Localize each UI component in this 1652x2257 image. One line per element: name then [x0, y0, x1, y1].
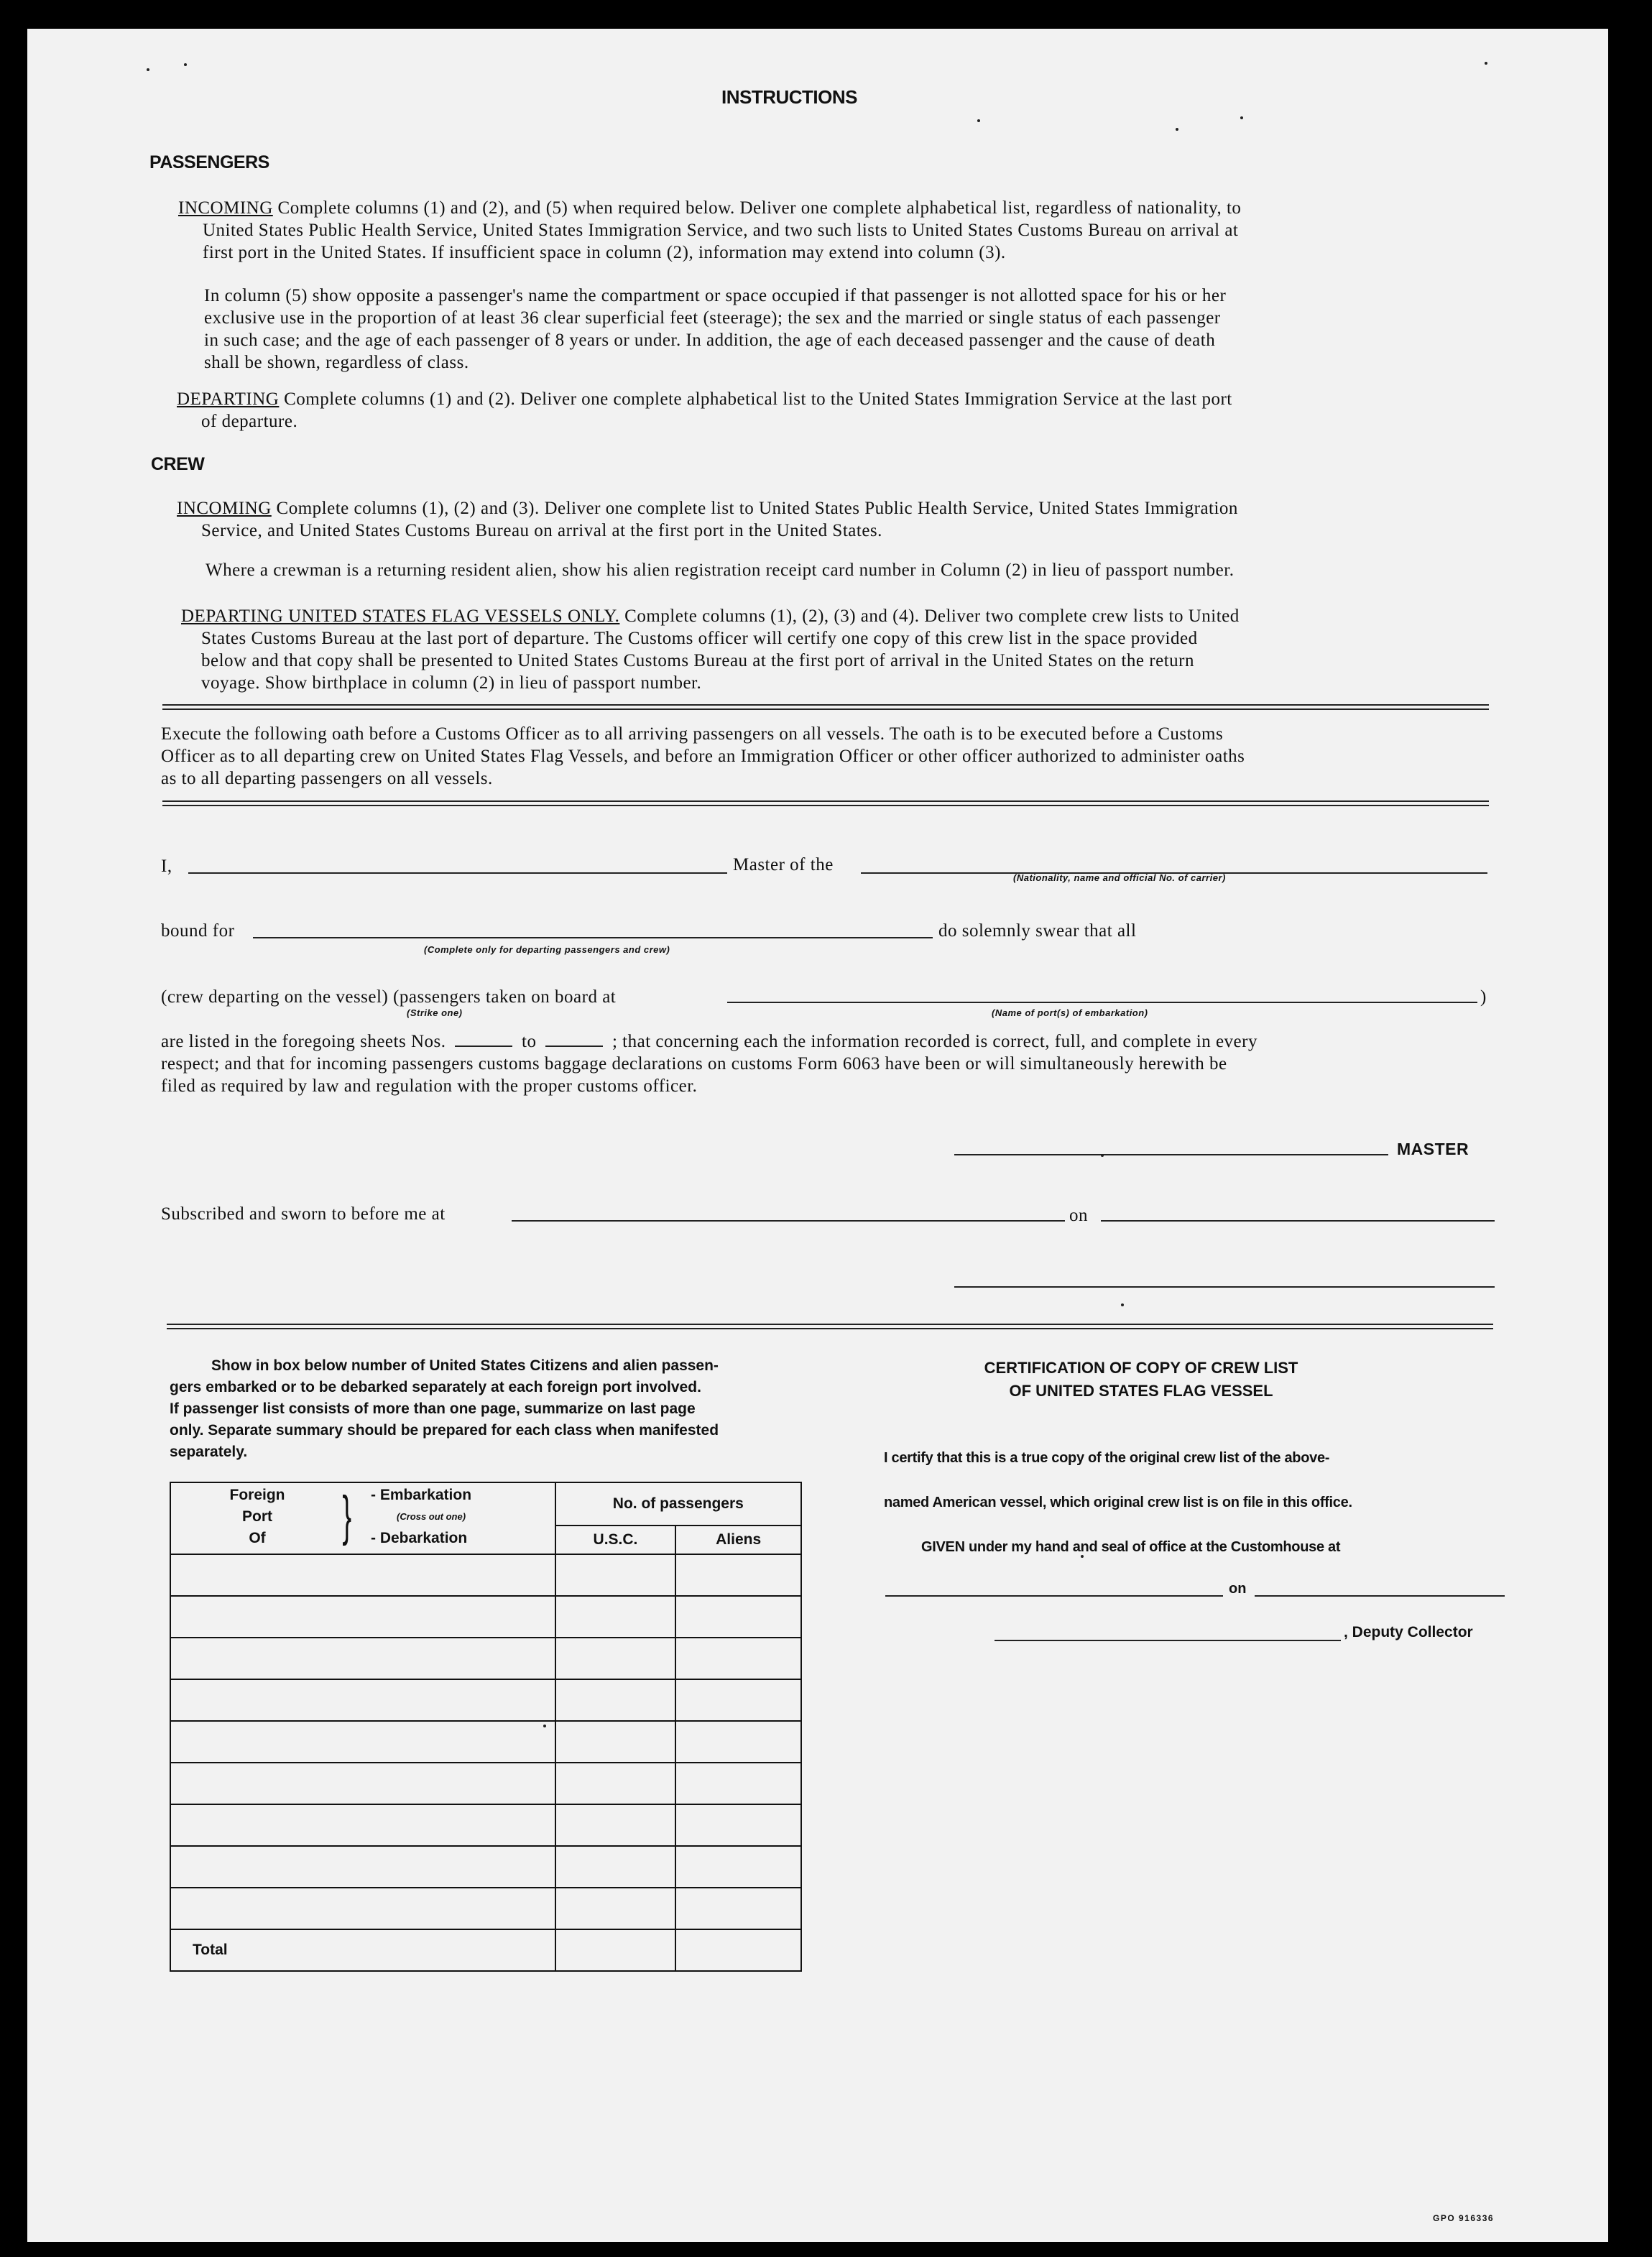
aliens-cell[interactable]	[675, 1763, 801, 1804]
table-row	[170, 1804, 801, 1846]
sheets-label: are listed in the foregoing sheets Nos.	[161, 1032, 446, 1051]
usc-cell[interactable]	[555, 1763, 676, 1804]
carrier-caption: (Nationality, name and official No. of carrier)	[1013, 872, 1226, 883]
usc-cell[interactable]	[555, 1846, 676, 1888]
text-line: In column (5) show opposite a passenger's name the compartment or space occupied if that passenger is not allotted space for his or her	[204, 286, 1227, 305]
text-line: separately.	[170, 1444, 248, 1460]
scan-speck	[977, 119, 980, 122]
passengers-heading: PASSENGERS	[149, 152, 269, 172]
oath-i-label: I,	[161, 857, 172, 876]
passengers-departing-paragraph	[177, 388, 1232, 433]
section-divider	[167, 1324, 1493, 1329]
text-line: gers embarked or to be debarked separately at each foreign port involved.	[170, 1379, 701, 1395]
aliens-cell[interactable]	[675, 1721, 801, 1763]
subscribed-label: Subscribed and sworn to before me at	[161, 1204, 446, 1224]
aliens-header: Aliens	[675, 1526, 801, 1554]
port-cell[interactable]	[170, 1846, 555, 1888]
usc-cell[interactable]	[555, 1679, 676, 1721]
crew-heading: CREW	[151, 454, 205, 474]
do-solemnly-label: do solemnly swear that all	[938, 921, 1137, 941]
passenger-summary-table	[170, 1482, 802, 1972]
text-line: Show in box below number of United States Citizens and alien passen-	[211, 1357, 719, 1374]
text-line: as to all departing passengers on all vessels.	[161, 769, 493, 788]
sworn-place-field[interactable]	[512, 1220, 1065, 1222]
usc-cell[interactable]	[555, 1804, 676, 1846]
text-line: If passenger list consists of more than one page, summarize on last page	[170, 1400, 696, 1417]
certification-line-2: named American vessel, which original crew list is on file in this office.	[884, 1495, 1352, 1510]
port-label: Port	[242, 1508, 272, 1525]
text-line: Execute the following oath before a Customs Officer as to all arriving passengers on all vessels. The oath is to be executed before a Customs	[161, 724, 1224, 744]
text-line: Complete columns (1) and (2), and (5) when required below. Deliver one complete alphabetical list, regardless of nationality, to	[277, 198, 1242, 218]
section-divider	[162, 800, 1489, 806]
scan-speck	[1176, 128, 1178, 131]
aliens-total-cell[interactable]	[675, 1929, 801, 1971]
embarkation-label: - Embarkation	[371, 1487, 472, 1503]
aliens-cell[interactable]	[675, 1554, 801, 1596]
crew-departing-paragraph	[181, 605, 1240, 694]
passengers-departing-label: DEPARTING	[177, 389, 280, 409]
foreign-port-header	[170, 1482, 555, 1554]
usc-cell[interactable]	[555, 1721, 676, 1763]
text-line: Complete columns (1), (2), (3) and (4). Deliver two complete crew lists to United	[624, 606, 1240, 626]
customhouse-field[interactable]	[885, 1595, 1223, 1597]
crew-departing-label: DEPARTING UNITED STATES FLAG VESSELS ONLY.	[181, 606, 620, 626]
usc-cell[interactable]	[555, 1596, 676, 1638]
crew-incoming-paragraph	[177, 497, 1238, 542]
table-row	[170, 1679, 801, 1721]
strike-one-caption: (Strike one)	[407, 1007, 463, 1018]
table-row	[170, 1554, 801, 1596]
scan-speck	[1101, 1154, 1104, 1157]
section-divider	[162, 704, 1489, 710]
sworn-on-label: on	[1069, 1206, 1088, 1225]
text-line: Complete columns (1) and (2). Deliver one complete alphabetical list to the United States Immigration Service at the last port	[284, 389, 1232, 409]
text-line: United States Public Health Service, United States Immigration Service, and two such lists to United States Customs Bureau on arrival at	[203, 221, 1239, 240]
page-title: INSTRUCTIONS	[721, 86, 857, 108]
sworn-date-field[interactable]	[1101, 1220, 1495, 1222]
passengers-incoming-paragraph	[178, 197, 1241, 264]
text-line: shall be shown, regardless of class.	[204, 353, 469, 372]
aliens-cell[interactable]	[675, 1679, 801, 1721]
scan-speck	[543, 1725, 546, 1727]
crew-resident-note: Where a crewman is a returning resident alien, show his alien registration receipt card number in Column (2) in lieu of passport number.	[206, 560, 1235, 580]
gpo-code: GPO 916336	[1433, 2213, 1495, 2223]
certification-line-3: GIVEN under my hand and seal of office at the Customhouse at	[921, 1539, 1341, 1555]
sheets-to-label: to	[522, 1032, 537, 1051]
text-line: voyage. Show birthplace in column (2) in lieu of passport number.	[201, 673, 702, 693]
of-label: Of	[249, 1530, 266, 1546]
no-passengers-header: No. of passengers	[555, 1482, 801, 1526]
officer-signature-field[interactable]	[954, 1286, 1495, 1288]
bound-for-label: bound for	[161, 921, 235, 941]
scan-speck	[1121, 1303, 1124, 1306]
brace-icon: }	[342, 1485, 352, 1546]
text-line: respect; and that for incoming passengers customs baggage declarations on customs Form 6063 have been or will simultaneously herewith be	[161, 1054, 1227, 1074]
oath-body	[161, 1053, 1227, 1097]
port-cell[interactable]	[170, 1804, 555, 1846]
table-row	[170, 1596, 801, 1638]
usc-cell[interactable]	[555, 1888, 676, 1929]
master-label: MASTER	[1397, 1140, 1469, 1158]
master-signature-field[interactable]	[954, 1154, 1388, 1155]
text-line: in such case; and the age of each passenger of 8 years or under. In addition, the age of each deceased passenger and the cause of death	[204, 331, 1216, 350]
port-caption: (Name of port(s) of embarkation)	[992, 1007, 1148, 1018]
text-line: first port in the United States. If insufficient space in column (2), information may extend into column (3).	[203, 243, 1006, 262]
text-line: Service, and United States Customs Bureau on arrival at the first port in the United States.	[201, 521, 882, 540]
scan-speck	[184, 63, 187, 66]
sheet-to-field[interactable]	[545, 1046, 603, 1047]
text-line: Officer as to all departing crew on United States Flag Vessels, and before an Immigration Officer or other officer authorized to administer oaths	[161, 747, 1245, 766]
aliens-cell[interactable]	[675, 1638, 801, 1679]
port-cell[interactable]	[170, 1638, 555, 1679]
foreign-label: Foreign	[229, 1487, 285, 1503]
aliens-cell[interactable]	[675, 1804, 801, 1846]
total-label: Total	[170, 1929, 555, 1971]
certification-line-1: I certify that this is a true copy of the original crew list of the above-	[884, 1450, 1330, 1466]
scan-speck	[1240, 116, 1243, 119]
oath-instructions	[161, 723, 1245, 790]
crew-incoming-label: INCOMING	[177, 499, 272, 518]
close-paren: )	[1480, 987, 1487, 1007]
text-line: States Customs Bureau at the last port of departure. The Customs officer will certify one copy of this crew list in the space provided	[201, 629, 1198, 648]
passengers-column5-paragraph	[204, 285, 1226, 374]
text-line: of departure.	[201, 412, 298, 431]
text-line: CERTIFICATION OF COPY OF CREW LIST	[984, 1359, 1298, 1377]
sheets-line	[161, 1030, 1258, 1053]
scan-speck	[1081, 1555, 1084, 1558]
port-cell[interactable]	[170, 1721, 555, 1763]
text-line: OF UNITED STATES FLAG VESSEL	[1009, 1382, 1273, 1400]
summary-instructions	[170, 1355, 719, 1463]
aliens-cell[interactable]	[675, 1888, 801, 1929]
text-line: Complete columns (1), (2) and (3). Deliver one complete list to United States Public Health Service, United States Immigration	[276, 499, 1238, 518]
port-cell[interactable]	[170, 1763, 555, 1804]
port-cell[interactable]	[170, 1679, 555, 1721]
scan-speck	[147, 68, 149, 71]
usc-cell[interactable]	[555, 1638, 676, 1679]
text-line: exclusive use in the proportion of at least 36 clear superficial feet (steerage); the sex and the married or single status of each passenger	[204, 308, 1221, 328]
crew-departing-label: (crew departing on the vessel) (passengers taken on board at	[161, 987, 617, 1007]
deputy-collector-label: , Deputy Collector	[1344, 1624, 1473, 1640]
table-row	[170, 1846, 801, 1888]
scan-speck	[1485, 62, 1487, 65]
usc-cell[interactable]	[555, 1554, 676, 1596]
deputy-signature-field[interactable]	[995, 1640, 1341, 1641]
text-line: ; that concerning each the information recorded is correct, full, and complete in every	[612, 1032, 1258, 1051]
port-cell[interactable]	[170, 1554, 555, 1596]
table-row	[170, 1721, 801, 1763]
passengers-incoming-label: INCOMING	[178, 198, 273, 218]
usc-total-cell[interactable]	[555, 1929, 676, 1971]
cross-out-label: (Cross out one)	[397, 1511, 466, 1522]
port-cell[interactable]	[170, 1596, 555, 1638]
text-line: only. Separate summary should be prepared for each class when manifested	[170, 1422, 719, 1439]
aliens-cell[interactable]	[675, 1596, 801, 1638]
text-line: below and that copy shall be presented to United States Customs Bureau at the first port of arrival in the United States on the return	[201, 651, 1194, 670]
bound-for-caption: (Complete only for departing passengers and crew)	[424, 944, 670, 955]
master-of-the-label: Master of the	[733, 855, 834, 874]
port-cell[interactable]	[170, 1888, 555, 1929]
master-name-field[interactable]	[188, 872, 727, 874]
certification-title	[854, 1357, 1429, 1403]
sheet-from-field[interactable]	[455, 1046, 512, 1047]
aliens-cell[interactable]	[675, 1846, 801, 1888]
text-line: filed as required by law and regulation with the proper customs officer.	[161, 1076, 698, 1096]
table-row	[170, 1888, 801, 1929]
certification-on-label: on	[1229, 1581, 1247, 1597]
embarkation-port-field[interactable]	[727, 1002, 1477, 1003]
total-row	[170, 1929, 801, 1971]
usc-header: U.S.C.	[555, 1526, 676, 1554]
table-row	[170, 1638, 801, 1679]
bound-for-field[interactable]	[253, 937, 933, 938]
table-row	[170, 1763, 801, 1804]
certification-date-field[interactable]	[1255, 1595, 1505, 1597]
debarkation-label: - Debarkation	[371, 1530, 468, 1546]
